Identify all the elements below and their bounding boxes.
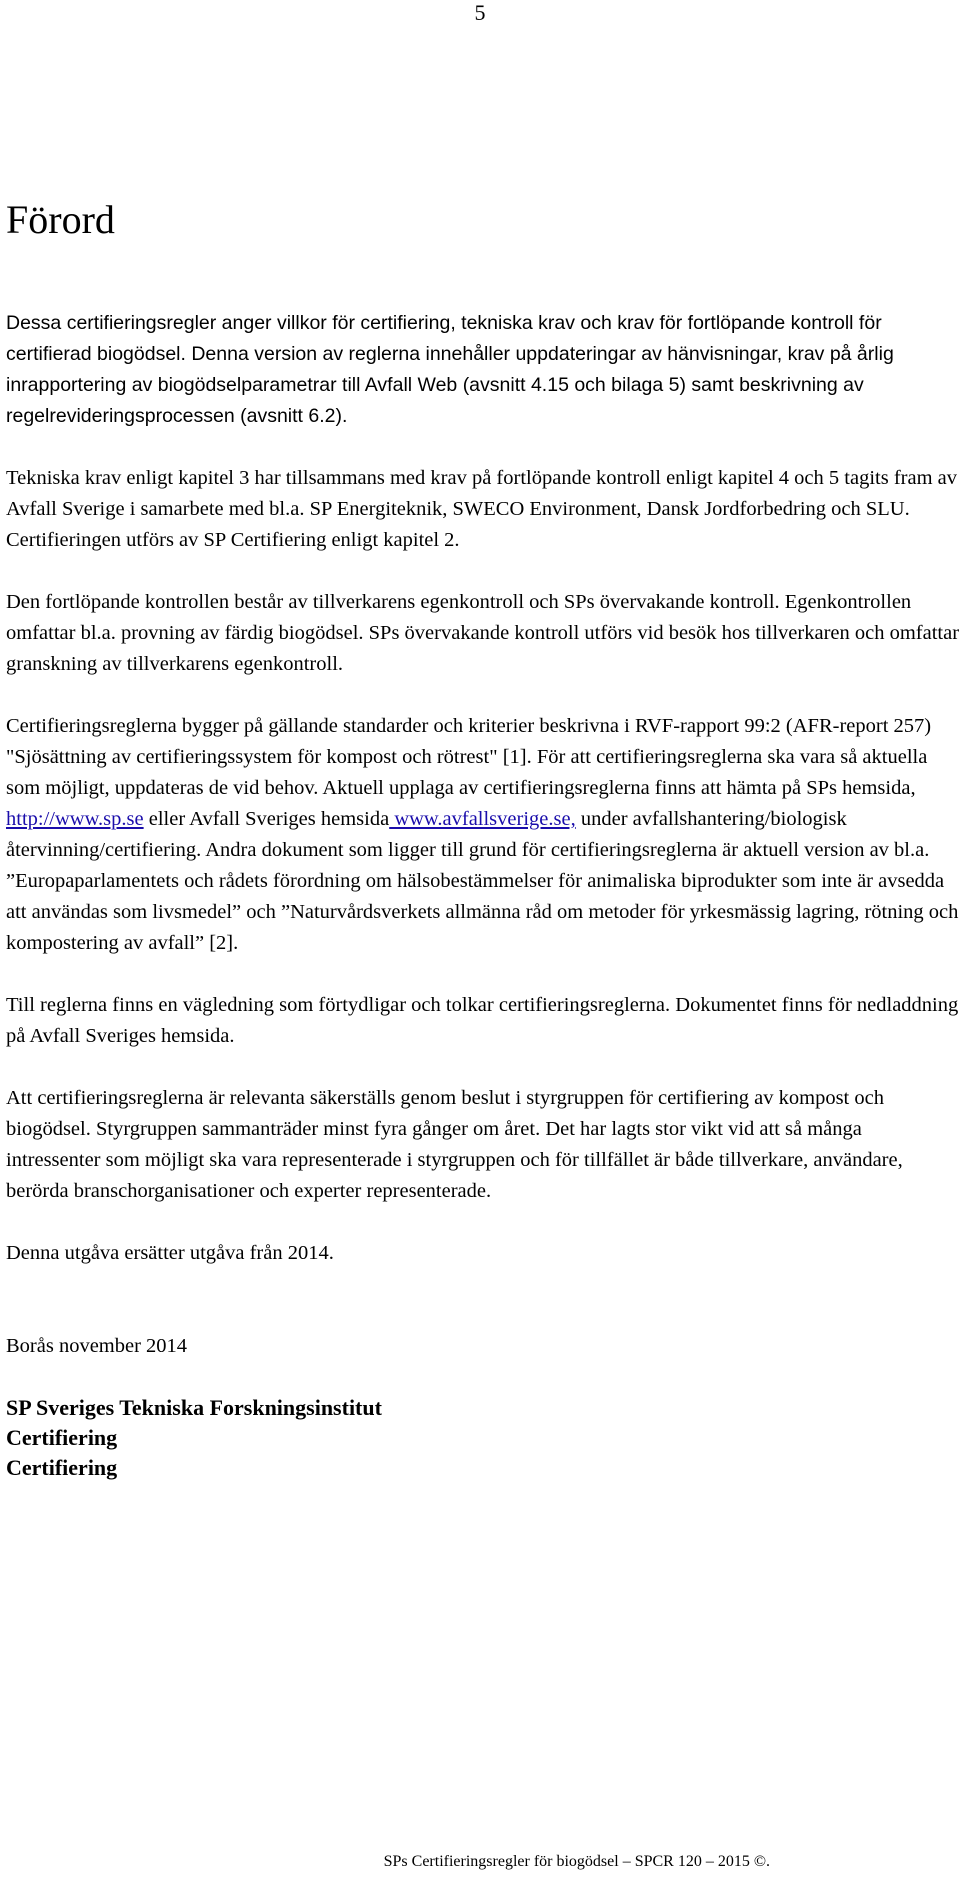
spacer — [6, 1300, 960, 1331]
paragraph-standards — [6, 711, 960, 959]
paragraph-intro: Dessa certifieringsregler anger villkor för certifiering, tekniska krav och krav för fortlöpande kontroll för certifierad biogödsel. Denna version av reglerna innehåller uppdateringar av hänvisningar, krav på årlig inrapportering av biogödselparametrar till Avfall Web (avsnitt 4.15 och bilaga 5) samt beskrivning av regelrevideringsprocessen (avsnitt 6.2). — [6, 312, 894, 427]
paragraph-ongoing-control: Den fortlöpande kontrollen består av tillverkarens egenkontroll och SPs övervakande kontroll. Egenkontrollen omfattar bl.a. provning av färdig biogödsel. SPs övervakande kontroll utförs vid besök hos tillverkaren och omfattar granskning av tillverkarens egenkontroll. — [6, 591, 960, 675]
place-date: Borås november 2014 — [6, 1335, 188, 1357]
signature-department: Certifiering — [6, 1425, 118, 1450]
paragraph-standards-text-3: under avfallshantering/biologisk återvinning/certifiering. Andra dokument som ligger till grund för certifieringsreglerna är aktuell version av bl.a. ”Europaparlamentets och rådets förordning om hälsobestämmelser för animaliska biprodukter som inte är avsedda att användas som livsmedel” och ”Naturvårdsverkets allmänna råd om metoder för yrkesmässig lagring, rötning och kompostering av avfall” [2]. — [6, 808, 959, 954]
sp-website-link[interactable]: http://www.sp.se — [6, 808, 144, 830]
paragraph-standards-text-2: eller Avfall Sveriges hemsida — [143, 808, 390, 830]
page-footer: SPs Certifieringsregler för biogödsel – SPCR 120 – 2015 ©. — [383, 1853, 770, 1870]
paragraph-technical-requirements: Tekniska krav enligt kapitel 3 har tillsammans med krav på fortlöpande kontroll enligt kapitel 4 och 5 tagits fram av Avfall Sverige i samarbete med bl.a. SP Energiteknik, SWECO Environment, Dansk Jordforbedring och SLU. Certifieringen utförs av SP Certifiering enligt kapitel 2. — [6, 467, 957, 551]
paragraph-steering-group: Att certifieringsreglerna är relevanta säkerställs genom beslut i styrgruppen för certifiering av kompost och biogödsel. Styrgruppen sammanträder minst fyra gånger om året. Det har lagts stor vikt vid att så många intressenter som möjligt ska vara representerade i styrgruppen och för tillfället är både tillverkare, användare, berörda branschorganisationer och experter representerade. — [6, 1087, 903, 1202]
signature-organization: SP Sveriges Tekniska Forskningsinstitut — [6, 1395, 382, 1420]
avfall-sverige-website-link[interactable]: www.avfallsverige.se, — [389, 808, 576, 830]
document-body — [6, 308, 960, 1483]
paragraph-standards-text-1: Certifieringsreglerna bygger på gällande standarder och kriterier beskrivna i RVF-rapport 99:2 (AFR-report 257) "Sjösättning av certifieringssystem för kompost och rötrest" [1]. För att certifieringsreglerna ska vara så aktuella som möjligt, uppdateras de vid behov. Aktuell upplaga av certifieringsreglerna finns att hämta på SPs hemsida, — [6, 715, 932, 799]
paragraph-edition: Denna utgåva ersätter utgåva från 2014. — [6, 1242, 334, 1264]
page-number: 5 — [474, 0, 486, 25]
signature-department-repeat: Certifiering — [6, 1455, 118, 1480]
page-title: Förord — [6, 197, 115, 242]
paragraph-guidance: Till reglerna finns en vägledning som förtydligar och tolkar certifieringsreglerna. Dokumentet finns för nedladdning på Avfall Sveriges hemsida. — [6, 994, 959, 1047]
